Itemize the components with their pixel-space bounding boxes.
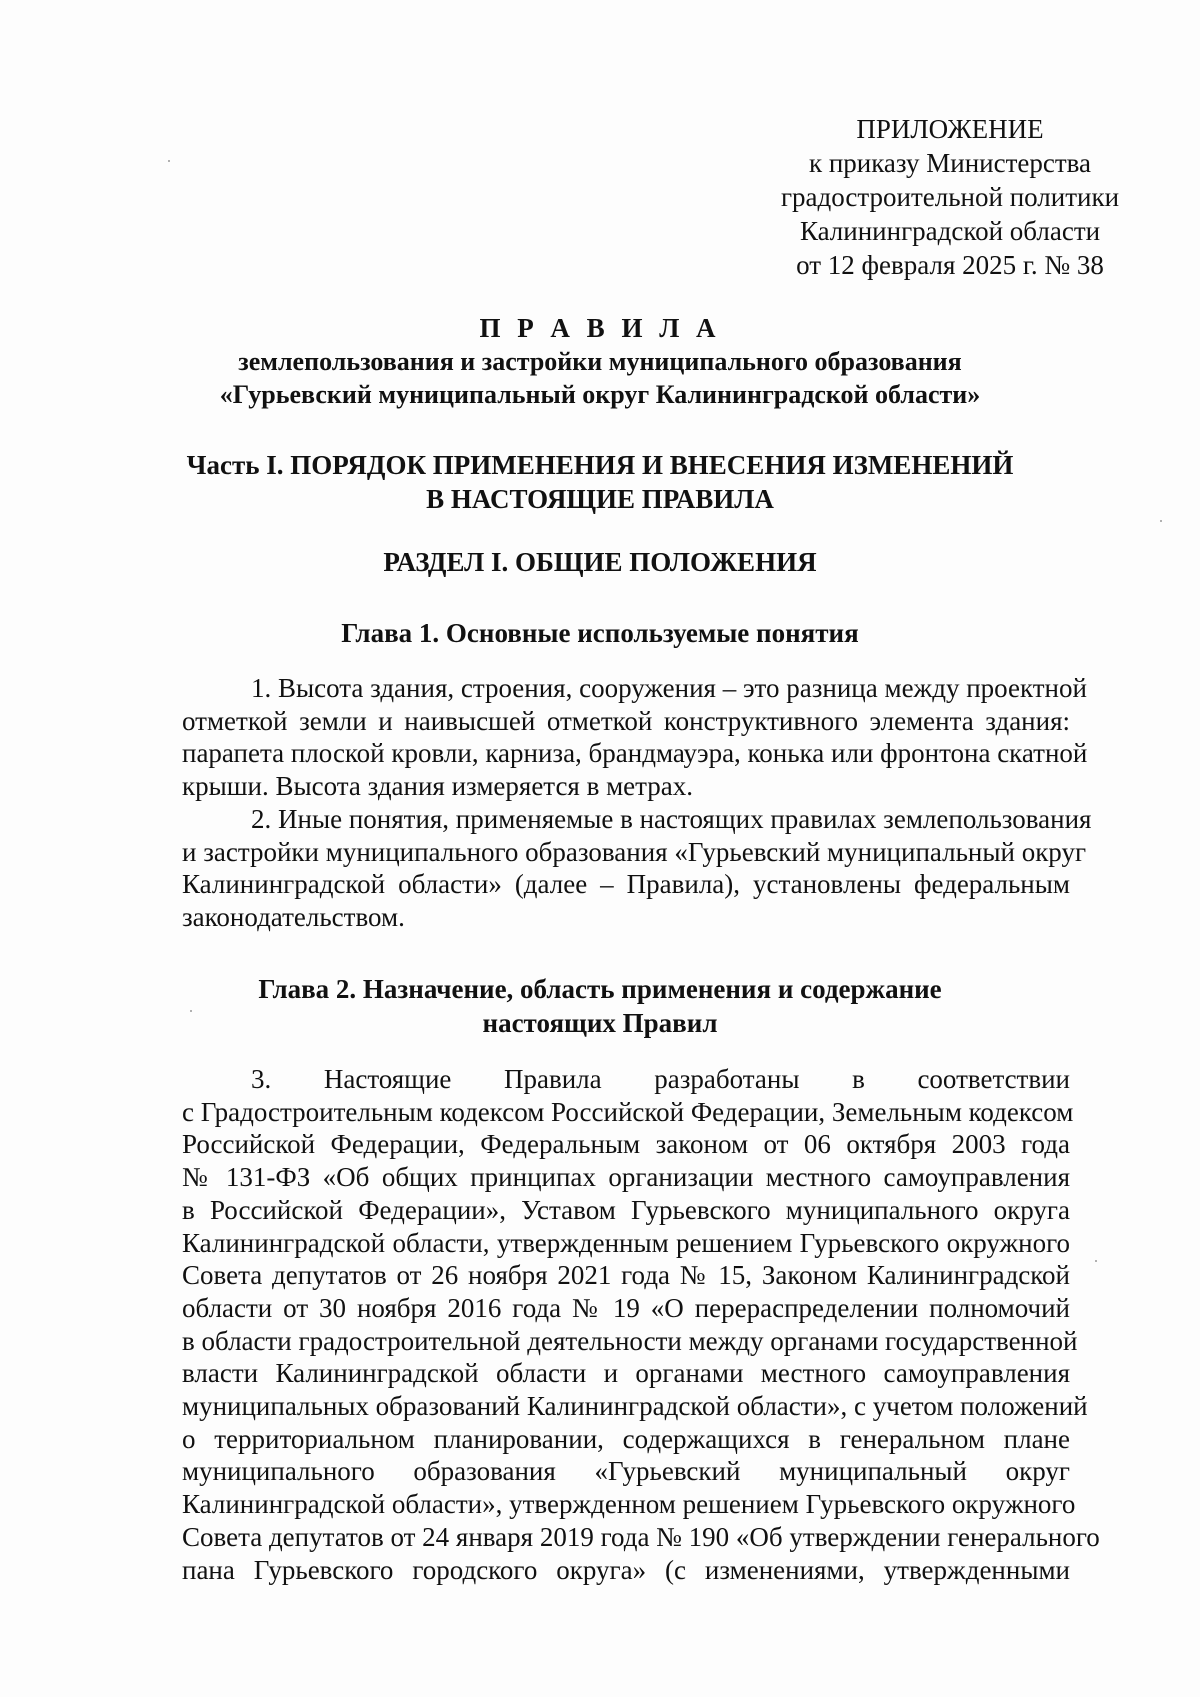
annex-line: градостроительной политики <box>780 182 1120 212</box>
document-title: П Р А В И Л А <box>479 313 721 343</box>
paragraph-line: с Градостроительным кодексом Российской Федерации, Земельным кодексом <box>182 1096 1074 1127</box>
paragraph-line: пана Гурьевского городского округа» (с изменениями, утвержденными <box>182 1554 1070 1585</box>
chapter-1-heading <box>120 616 1080 650</box>
paragraph-line: муниципальных образований Калининградской области», с учетом положений <box>182 1391 1088 1422</box>
document-title-block <box>120 312 1080 411</box>
paragraph-line: № 131-ФЗ «Об общих принципах организации местного самоуправления <box>182 1162 1070 1193</box>
document-subtitle-line: «Гурьевский муниципальный округ Калининградской области» <box>219 380 981 409</box>
paragraph-line: власти Калининградской области и органами местного самоуправления <box>182 1358 1070 1389</box>
scan-speck <box>190 1010 192 1012</box>
paragraph-line: крыши. Высота здания измеряется в метрах. <box>182 771 694 802</box>
paragraph-line: 1. Высота здания, строения, сооружения – это разница между проектной <box>251 673 1087 703</box>
annex-line: к приказу Министерства <box>808 148 1092 178</box>
part-heading-line: В НАСТОЯЩИЕ ПРАВИЛА <box>426 484 774 514</box>
chapter-2-title-line: Глава 2. Назначение, область применения и содержание <box>258 974 942 1004</box>
paragraph-line: и застройки муниципального образования «Гурьевский муниципальный округ <box>182 836 1087 867</box>
scan-speck <box>1160 520 1162 522</box>
annex-line: Калининградской области <box>799 216 1101 246</box>
annex-date-line: от 12 февраля 2025 г. № 38 <box>796 250 1104 280</box>
annex-title: ПРИЛОЖЕНИЕ <box>856 114 1044 144</box>
paragraph-line: в области градостроительной деятельности между органами государственной <box>182 1325 1078 1356</box>
paragraph-1 <box>182 672 1088 803</box>
annex-block <box>760 112 1140 282</box>
paragraph-line: Калининградской области» (далее – Правила), установлены федеральным <box>182 869 1070 900</box>
paragraph-2 <box>182 803 1092 934</box>
paragraph-line: Совета депутатов от 26 ноября 2021 года № 15, Законом Калининградской <box>182 1260 1070 1291</box>
paragraph-line: области от 30 ноября 2016 года № 19 «О перераспределении полномочий <box>182 1292 1070 1323</box>
paragraph-line: парапета плоской кровли, карниза, брандмауэра, конька или фронтона скатной <box>182 738 1088 769</box>
paragraph-line: о территориальном планировании, содержащихся в генеральном плане <box>182 1423 1070 1454</box>
paragraph-line: в Российской Федерации», Уставом Гурьевского муниципального округа <box>182 1194 1070 1225</box>
paragraph-line: Совета депутатов от 24 января 2019 года № 190 «Об утверждении генерального <box>182 1521 1100 1552</box>
paragraph-line: Калининградской области, утвержденным решением Гурьевского окружного <box>182 1227 1070 1258</box>
paragraph-line: муниципального образования «Гурьевский муниципальный округ <box>182 1456 1070 1487</box>
section-heading-text: РАЗДЕЛ I. ОБЩИЕ ПОЛОЖЕНИЯ <box>383 547 817 577</box>
paragraph-line: законодательством. <box>182 902 405 933</box>
scan-speck <box>168 160 170 162</box>
part-heading-line: Часть I. ПОРЯДОК ПРИМЕНЕНИЯ И ВНЕСЕНИЯ ИЗМЕНЕНИЙ <box>186 450 1014 480</box>
part-heading <box>120 448 1080 516</box>
chapter-2-heading <box>120 972 1080 1040</box>
paragraph-line: Калининградской области», утвержденном решением Гурьевского окружного <box>182 1489 1076 1520</box>
paragraph-line: Российской Федерации, Федеральным законом от 06 октября 2003 года <box>182 1129 1070 1160</box>
chapter-1-title: Глава 1. Основные используемые понятия <box>341 618 859 648</box>
paragraph-line: отметкой земли и наивысшей отметкой конструктивного элемента здания: <box>182 705 1070 736</box>
paragraph-line: 3. Настоящие Правила разработаны в соответствии <box>251 1064 1070 1094</box>
section-heading <box>120 545 1080 579</box>
scan-speck <box>1095 1260 1097 1262</box>
paragraph-3 <box>182 1063 1100 1586</box>
paragraph-line: 2. Иные понятия, применяемые в настоящих правилах землепользования <box>251 804 1092 834</box>
document-subtitle-line: землепользования и застройки муниципального образования <box>238 347 962 376</box>
chapter-2-title-line: настоящих Правил <box>482 1008 718 1038</box>
